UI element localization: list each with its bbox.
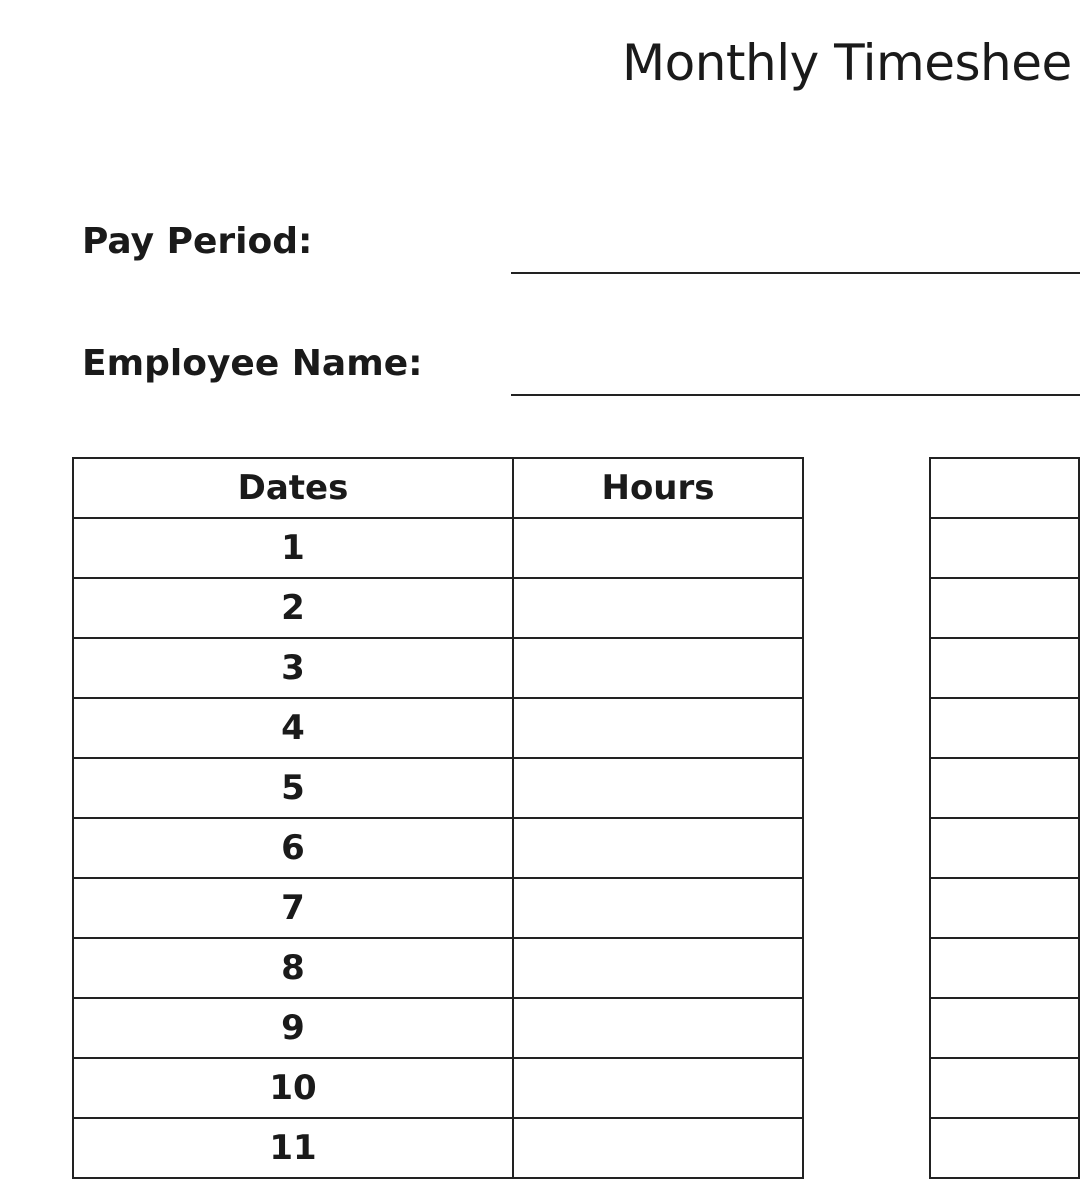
blank-cell[interactable] [930,698,1079,758]
pay-period-label: Pay Period: [82,221,313,262]
hours-cell[interactable] [513,818,803,878]
table-row [930,1058,1079,1118]
hours-cell[interactable] [513,638,803,698]
employee-name-field[interactable] [511,394,1080,396]
table-row [930,578,1079,638]
timesheet-table [72,457,804,1179]
table-row [73,938,803,998]
blank-cell[interactable] [930,518,1079,578]
date-cell: 8 [73,938,513,998]
table-row [930,998,1079,1058]
table-row [73,758,803,818]
table-row [930,518,1079,578]
table-row [73,818,803,878]
table-row [930,938,1079,998]
hours-header: Hours [513,458,803,518]
date-cell: 10 [73,1058,513,1118]
table-row [930,878,1079,938]
table-row [73,518,803,578]
employee-name-label: Employee Name: [82,343,423,384]
hours-cell[interactable] [513,758,803,818]
second-column-table [929,457,1080,1179]
table-row [73,578,803,638]
page-title: Monthly Timeshee [622,34,1072,92]
hours-cell[interactable] [513,518,803,578]
hours-cell[interactable] [513,1058,803,1118]
table-row [73,878,803,938]
hours-cell[interactable] [513,1118,803,1178]
table-header-row [930,458,1079,518]
header-cell [930,458,1079,518]
table-row [73,1058,803,1118]
pay-period-field[interactable] [511,272,1080,274]
date-cell: 4 [73,698,513,758]
hours-cell[interactable] [513,998,803,1058]
blank-cell[interactable] [930,638,1079,698]
hours-cell[interactable] [513,878,803,938]
date-cell: 1 [73,518,513,578]
date-cell: 11 [73,1118,513,1178]
table-row [73,998,803,1058]
blank-cell[interactable] [930,578,1079,638]
table-row [73,698,803,758]
table-row [930,1118,1079,1178]
blank-cell[interactable] [930,1118,1079,1178]
date-cell: 7 [73,878,513,938]
table-row [73,638,803,698]
table-row [930,758,1079,818]
date-cell: 6 [73,818,513,878]
table-row [930,638,1079,698]
dates-header: Dates [73,458,513,518]
hours-cell[interactable] [513,578,803,638]
blank-cell[interactable] [930,998,1079,1058]
table-row [930,698,1079,758]
blank-cell[interactable] [930,1058,1079,1118]
date-cell: 9 [73,998,513,1058]
hours-cell[interactable] [513,698,803,758]
hours-cell[interactable] [513,938,803,998]
date-cell: 2 [73,578,513,638]
blank-cell[interactable] [930,878,1079,938]
table-row [73,1118,803,1178]
table-header-row [73,458,803,518]
blank-cell[interactable] [930,938,1079,998]
blank-cell[interactable] [930,818,1079,878]
blank-cell[interactable] [930,758,1079,818]
date-cell: 3 [73,638,513,698]
table-row [930,818,1079,878]
date-cell: 5 [73,758,513,818]
